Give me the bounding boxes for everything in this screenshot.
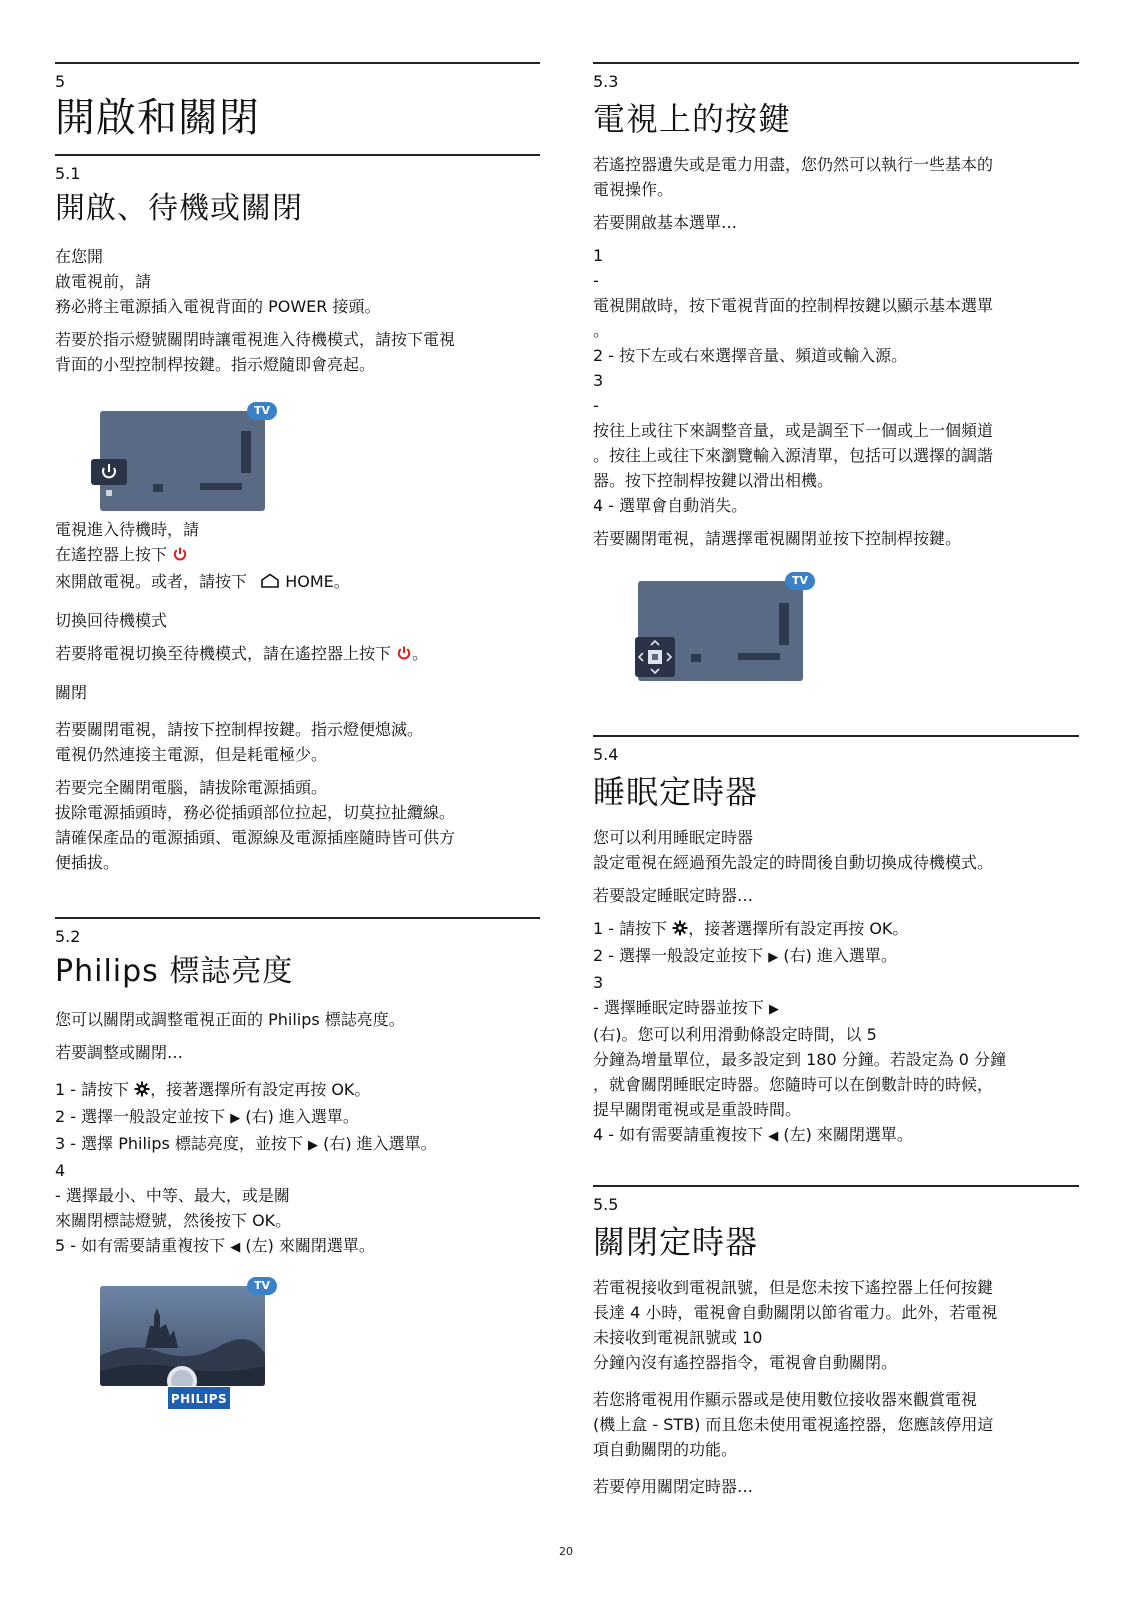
tv-port — [153, 484, 163, 492]
paragraph: 若要關閉電視，請選擇電視關閉並按下控制桿按鍵。 — [593, 529, 962, 548]
text-span: ，接著選擇所有設定再按 OK。 — [688, 919, 909, 938]
right-column — [593, 62, 1079, 1499]
tv-port — [779, 603, 789, 645]
list-item: - 選擇最小、中等、最大，或是關 — [55, 1186, 290, 1205]
text-line: (機上盒 - STB) 而且您未使用電視遙控器，您應該停用這 — [593, 1415, 994, 1434]
section-rule — [55, 917, 540, 919]
numbered-list — [55, 1077, 540, 1260]
text-span: (右) 進入選單。 — [783, 946, 897, 965]
right-arrow-icon: ▶ — [768, 1002, 779, 1017]
text-line: 若要關閉電視，請按下控制桿按鍵。指示燈便熄滅。 — [55, 720, 424, 739]
section-rule — [593, 62, 1079, 64]
list-item: - — [593, 271, 599, 290]
section-number: 5.4 — [593, 745, 619, 764]
list-item: 按往上或往下來調整音量，或是調至下一個或上一個頻道 — [593, 421, 994, 440]
section-number: 5 — [55, 72, 66, 91]
list-item: ，就會關閉睡眠定時器。您隨時可以在倒數計時的時候， — [593, 1075, 994, 1094]
text-span: 3 - 選擇 Philips 標誌亮度，並按下 — [55, 1134, 303, 1153]
list-item — [593, 943, 1079, 970]
paragraph: 您可以關閉或調整電視正面的 Philips 標誌亮度。 — [55, 1010, 405, 1029]
text-line: 若您將電視用作顯示器或是使用數位接收器來觀賞電視 — [593, 1390, 978, 1409]
power-icon — [172, 544, 188, 569]
text-span: 2 - 選擇一般設定並按下 — [593, 946, 764, 965]
subheading: 關閉 — [55, 683, 88, 702]
text-span: 4 - 如有需要請重複按下 — [593, 1125, 764, 1144]
text-span: 。 — [412, 644, 429, 663]
list-item: 4 — [55, 1161, 66, 1180]
section-title: 關閉定時器 — [593, 1223, 759, 1261]
list-item — [55, 1233, 540, 1260]
text-line: 務必將主電源插入電視背面的 POWER 接頭。 — [55, 297, 381, 316]
tv-joystick-illustration — [593, 559, 1079, 709]
tv-port — [738, 653, 780, 660]
list-item: 3 — [593, 371, 604, 390]
text-line: 電視操作。 — [593, 180, 674, 199]
tv-front-illustration — [55, 1274, 540, 1424]
text-line: 拔除電源插頭時，務必從插頭部位拉起，切莫拉扯纜線。 — [55, 803, 456, 822]
text-span: (左) 來關閉選單。 — [783, 1125, 913, 1144]
section-rule — [55, 154, 540, 156]
paragraph — [593, 1387, 1079, 1462]
section-rule — [55, 62, 540, 64]
section-number: 5.2 — [55, 927, 81, 946]
philips-logo: PHILIPS — [167, 1386, 231, 1410]
list-item: 分鐘為增量單位，最多設定到 180 分鐘。若設定為 0 分鐘 — [593, 1050, 1007, 1069]
tv-badge: TV — [785, 572, 815, 590]
paragraph: 若要開啟基本選單… — [593, 213, 738, 232]
text-line: 啟電視前，請 — [55, 272, 152, 291]
list-item — [55, 1131, 540, 1158]
section-number: 5.3 — [593, 72, 619, 91]
list-item: 1 — [593, 246, 604, 265]
text-line: 電視仍然連接主電源，但是耗電極少。 — [55, 745, 328, 764]
list-item: - — [593, 396, 599, 415]
text-span: (左) 來關閉選單。 — [245, 1236, 375, 1255]
list-item: 。 — [593, 321, 610, 340]
text-span: (右) 進入選單。 — [323, 1134, 437, 1153]
paragraph — [593, 1275, 1079, 1375]
list-item — [593, 916, 1079, 943]
text-line: 若遙控器遺失或是電力用盡，您仍然可以執行一些基本的 — [593, 155, 994, 174]
section-number: 5.5 — [593, 1195, 619, 1214]
list-item — [593, 995, 1079, 1022]
paragraph — [55, 244, 540, 319]
section-title: Philips 標誌亮度 — [55, 954, 294, 989]
section-title: 電視上的按鍵 — [593, 100, 792, 138]
tv-port — [200, 483, 242, 490]
text-line: 在您開 — [55, 247, 104, 266]
text-line: 未接收到電視訊號或 10 — [593, 1328, 763, 1347]
text-line: 便插拔。 — [55, 853, 120, 872]
left-column — [55, 62, 540, 1424]
section-title: 睡眠定時器 — [593, 773, 759, 811]
section-number: 5.1 — [55, 164, 81, 183]
list-item: 2 - 按下左或右來選擇音量、頻道或輸入源。 — [593, 346, 908, 365]
list-item: 提早關閉電視或是重設時間。 — [593, 1100, 802, 1119]
paragraph: 若要調整或關閉… — [55, 1043, 184, 1062]
text-span: (右) 進入選單。 — [245, 1107, 359, 1126]
power-led-icon — [106, 490, 112, 496]
section-rule — [593, 1185, 1079, 1187]
list-item — [55, 1104, 540, 1131]
gear-icon — [134, 1079, 150, 1104]
left-arrow-icon: ◀ — [230, 1240, 241, 1255]
text-line: 長達 4 小時，電視會自動關閉以節省電力。此外，若電視 — [593, 1303, 998, 1322]
power-icon — [396, 643, 412, 668]
paragraph — [593, 152, 1079, 202]
paragraph: 若要停用關閉定時器… — [593, 1477, 754, 1496]
home-icon — [260, 571, 280, 596]
list-item: 電視開啟時，按下電視背面的控制桿按鍵以顯示基本選單 — [593, 296, 994, 315]
power-button-icon — [91, 459, 127, 485]
text-span: - 選擇睡眠定時器並按下 — [593, 998, 764, 1017]
tv-port — [691, 654, 701, 662]
list-item: 3 — [593, 973, 604, 992]
text-line: 若電視接收到電視訊號，但是您未按下遙控器上任何按鍵 — [593, 1278, 994, 1297]
text-span: 在遙控器上按下 — [55, 545, 168, 564]
numbered-list — [593, 916, 1079, 1149]
text-span: 1 - 請按下 — [593, 919, 668, 938]
tv-badge: TV — [247, 1277, 277, 1295]
text-line: 背面的小型控制桿按鍵。指示燈隨即會亮起。 — [55, 355, 376, 374]
text-span: ，接著選擇所有設定再按 OK。 — [150, 1080, 371, 1099]
tv-port — [241, 431, 251, 473]
numbered-list — [593, 243, 1079, 518]
list-item: 器。按下控制桿按鍵以滑出相機。 — [593, 471, 834, 490]
paragraph — [593, 825, 1079, 875]
right-arrow-icon: ▶ — [768, 950, 779, 965]
section-title: 開啟、待機或關閉 — [55, 191, 303, 226]
joystick-menu-icon — [635, 637, 675, 677]
list-item — [593, 1122, 1079, 1149]
list-item: 來關閉標誌燈號，然後按下 OK。 — [55, 1211, 292, 1230]
paragraph — [55, 327, 540, 377]
text-line: 您可以利用睡眠定時器 — [593, 828, 754, 847]
text-line: 項自動關閉的功能。 — [593, 1440, 738, 1459]
gear-icon — [672, 918, 688, 943]
list-item: 4 - 選單會自動消失。 — [593, 496, 748, 515]
tv-back-illustration — [55, 391, 540, 541]
paragraph — [55, 775, 540, 875]
list-item: (右)。您可以利用滑動條設定時間，以 5 — [593, 1025, 877, 1044]
subheading: 切換回待機模式 — [55, 611, 168, 630]
text-line: 設定電視在經過預先設定的時間後自動切換成待機模式。 — [593, 853, 994, 872]
tv-badge: TV — [247, 402, 277, 420]
text-line: 請確保產品的電源插頭、電源線及電源插座隨時皆可供方 — [55, 828, 456, 847]
page-number: 20 — [559, 1545, 573, 1558]
text-span: HOME。 — [285, 572, 350, 591]
list-item: 。按往上或往下來瀏覽輸入源清單，包括可以選擇的調諧 — [593, 446, 994, 465]
right-arrow-icon: ▶ — [230, 1111, 241, 1126]
left-arrow-icon: ◀ — [768, 1129, 779, 1144]
text-line: 電視進入待機時，請 — [55, 520, 200, 539]
right-arrow-icon: ▶ — [308, 1138, 319, 1153]
text-line: 若要完全關閉電腦，請拔除電源插頭。 — [55, 778, 328, 797]
text-span: 5 - 如有需要請重複按下 — [55, 1236, 226, 1255]
chapter-title: 開啟和關閉 — [55, 95, 260, 141]
list-item — [55, 1077, 540, 1104]
paragraph — [55, 641, 540, 668]
text-span: 來開啟電視。或者，請按下 — [55, 572, 248, 591]
text-span: 1 - 請按下 — [55, 1080, 130, 1099]
section-rule — [593, 735, 1079, 737]
text-span: 若要將電視切換至待機模式，請在遙控器上按下 — [55, 644, 392, 663]
text-span: 2 - 選擇一般設定並按下 — [55, 1107, 226, 1126]
paragraph: 若要設定睡眠定時器… — [593, 886, 754, 905]
text-line: 分鐘內沒有遙控器指令，電視會自動關閉。 — [593, 1353, 898, 1372]
paragraph — [55, 717, 540, 767]
text-line: 若要於指示燈號關閉時讓電視進入待機模式，請按下電視 — [55, 330, 456, 349]
